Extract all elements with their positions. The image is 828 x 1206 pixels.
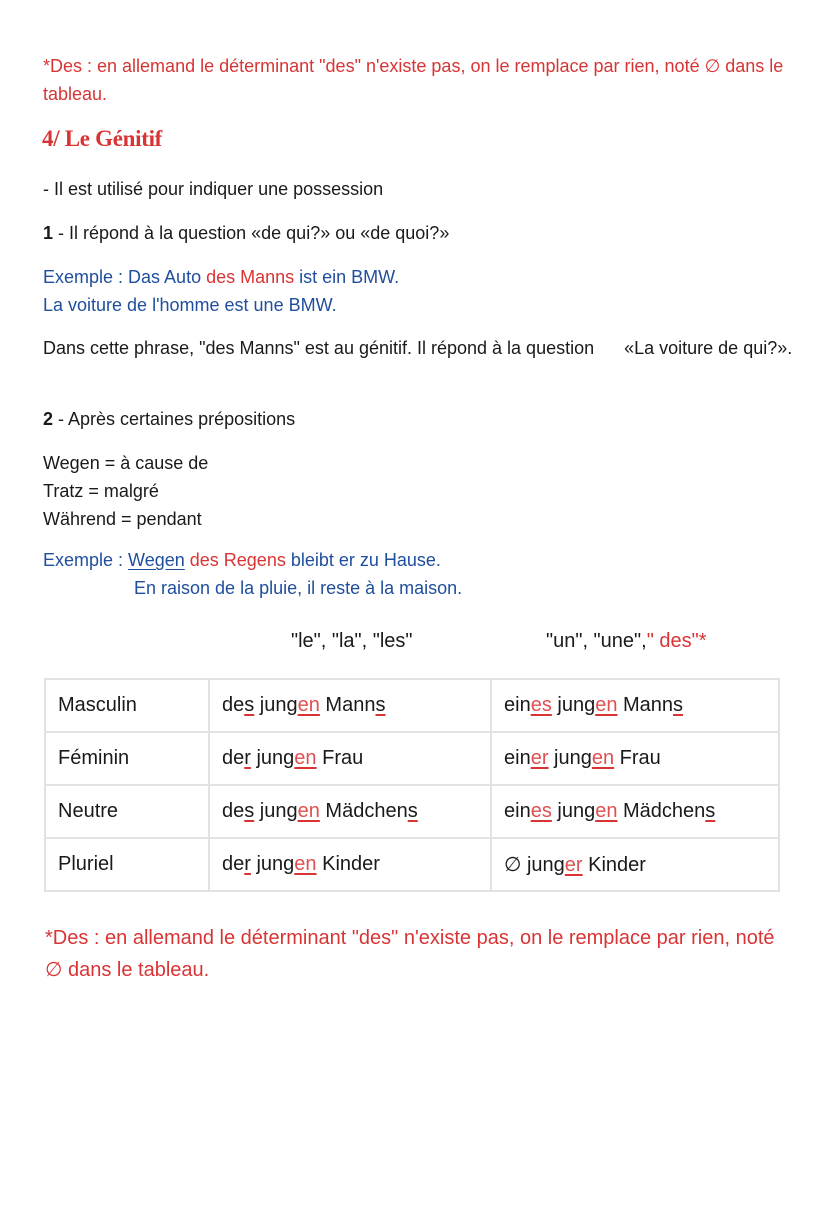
table-row: [45, 785, 779, 838]
header-indefinite-main: "un", "une",: [546, 630, 647, 652]
word-segment: Mädchen: [617, 800, 706, 822]
word-segment: de: [222, 800, 245, 822]
indefinite-form-cell: [491, 679, 779, 732]
top-footnote: *Des : en allemand le déterminant "des" n'existe pas, on le remplace par rien, noté ∅ dans le tableau.: [43, 56, 784, 104]
indefinite-form-cell: [491, 838, 779, 891]
definite-form-cell: [209, 732, 491, 785]
preposition-list: [43, 449, 208, 533]
indefinite-form-cell: [491, 785, 779, 838]
bottom-footnote: *Des : en allemand le déterminant "des" n'existe pas, on le remplace par rien, noté ∅ dans le tableau.: [45, 927, 775, 981]
point-2-number: 2: [43, 409, 54, 429]
word-segment: ein: [504, 800, 531, 822]
example-2-genitive: des Regens: [184, 550, 286, 570]
gender-cell: Masculin: [45, 679, 209, 732]
header-indefinite: [546, 630, 706, 653]
ending-segment: s: [244, 694, 255, 716]
declension-table: [44, 678, 780, 892]
word-segment: jung: [548, 747, 592, 769]
definite-form-cell: [209, 785, 491, 838]
point-1: [43, 219, 449, 247]
ending-segment: r: [244, 747, 251, 769]
word-segment: Mädchen: [319, 800, 408, 822]
example-1-prefix: Exemple : Das Auto: [43, 267, 207, 287]
point-2: [43, 405, 295, 433]
word-segment: de: [222, 853, 245, 875]
gender-cell: Féminin: [45, 732, 209, 785]
word-segment: Frau: [316, 747, 364, 769]
ending-segment: r: [244, 853, 251, 875]
word-segment: jung: [254, 800, 298, 822]
point-1-number: 1: [43, 223, 54, 243]
example-1-suffix: ist ein BMW.: [294, 267, 400, 287]
definite-form-cell: [209, 679, 491, 732]
ending-segment: s: [375, 694, 386, 716]
word-segment: Mann: [319, 694, 376, 716]
example-2-label: Exemple :: [43, 550, 129, 570]
word-segment: Mann: [617, 694, 674, 716]
example-2: [43, 546, 441, 574]
word-segment: Kinder: [582, 854, 646, 876]
definite-form-cell: [209, 838, 491, 891]
ending-segment: en: [595, 694, 618, 716]
word-segment: ∅ jung: [504, 854, 565, 876]
word-segment: jung: [250, 853, 295, 875]
intro-line: - Il est utilisé pour indiquer une possession: [43, 179, 384, 199]
ending-segment: en: [591, 747, 615, 769]
gender-cell: Neutre: [45, 785, 209, 838]
word-segment: de: [222, 694, 245, 716]
explanation: Dans cette phrase, "des Manns" est au génitif. Il répond à la question «La voiture de qui?».: [43, 338, 793, 358]
ending-segment: en: [297, 694, 320, 716]
gender-cell: Pluriel: [45, 838, 209, 891]
ending-segment: en: [294, 853, 317, 875]
table-row: [45, 679, 779, 732]
word-segment: Kinder: [316, 853, 380, 875]
example-2-suffix: bleibt er zu Hause.: [285, 550, 441, 570]
word-segment: jung: [254, 694, 298, 716]
ending-segment: es: [530, 800, 552, 822]
ending-segment: en: [297, 800, 320, 822]
header-definite: "le", "la", "les": [291, 630, 413, 652]
word-segment: ein: [504, 694, 531, 716]
example-1-translation: La voiture de l'homme est une BMW.: [43, 295, 337, 315]
preposition-item: Während = pendant: [43, 509, 202, 529]
ending-segment: s: [705, 800, 716, 822]
word-segment: ein: [504, 747, 531, 769]
ending-segment: s: [673, 694, 684, 716]
table-row: [45, 732, 779, 785]
point-1-text: - Il répond à la question «de qui?» ou «de quoi?»: [53, 223, 450, 243]
ending-segment: en: [595, 800, 618, 822]
word-segment: jung: [551, 800, 596, 822]
example-2-word-link[interactable]: Wegen: [128, 550, 185, 570]
ending-segment: s: [244, 800, 255, 822]
section-heading: 4/ Le Génitif: [42, 126, 163, 151]
indefinite-form-cell: [491, 732, 779, 785]
example-2-translation: En raison de la pluie, il reste à la maison.: [134, 578, 463, 598]
example-1: [43, 263, 399, 291]
ending-segment: en: [294, 747, 317, 769]
point-2-text: - Après certaines prépositions: [53, 409, 296, 429]
word-segment: de: [222, 747, 245, 769]
word-segment: jung: [551, 694, 596, 716]
word-segment: jung: [250, 747, 295, 769]
example-1-genitive: des Manns: [206, 267, 295, 287]
word-segment: Frau: [614, 747, 661, 769]
preposition-item: Wegen = à cause de: [43, 453, 209, 473]
ending-segment: es: [530, 694, 552, 716]
header-indefinite-des: " des"*: [646, 630, 707, 652]
table-row: [45, 838, 779, 891]
preposition-item: Tratz = malgré: [43, 481, 159, 501]
ending-segment: s: [407, 800, 418, 822]
ending-segment: er: [564, 854, 583, 876]
ending-segment: er: [530, 747, 549, 769]
